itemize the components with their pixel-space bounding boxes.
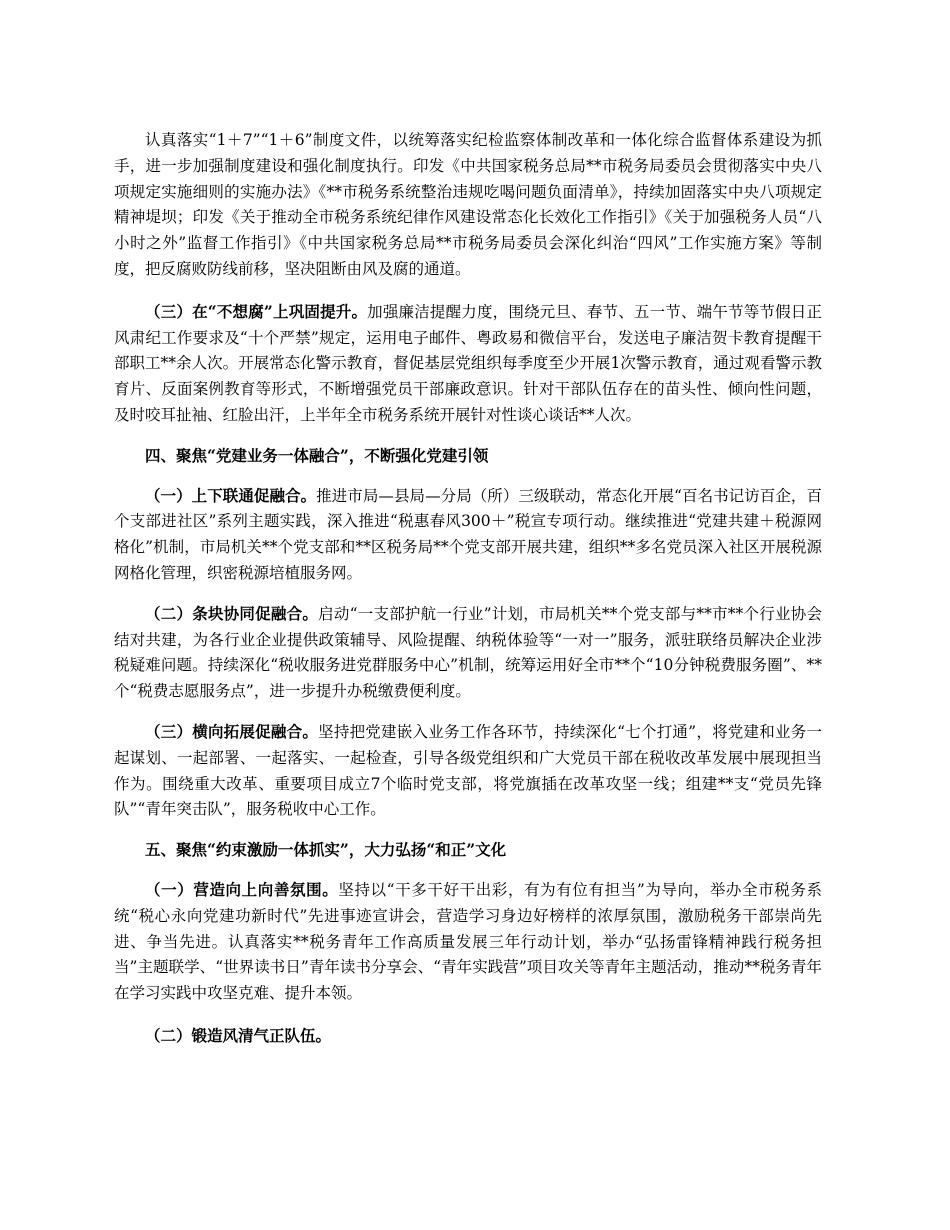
paragraph-text: 加强廉洁提醒力度，围绕元旦、春节、五一节、端午节等节假日正风肃纪工作要求及“十个严禁”规定，运用电子邮件、粤政易和微信平台，发送电子廉洁贺卡教育提醒干部职工**余人次。开展常态化警示教育，督促基层党组织每季度至少开展1次警示教育，通过观看警示教育片、反面案例教育等形式，不断增强党员干部廉政意识。针对干部队伍存在的苗头性、倾向性问题，及时咬耳扯袖、红脸出汗，上半年全市税务系统开展针对性谈心谈话**人次。 [114,302,822,424]
paragraph-text: 坚持把党建嵌入业务工作各环节，持续深化“七个打通”，将党建和业务一起谋划、一起部署、一起落实、一起检查，引导各级党组织和广大党员干部在税收改革发展中展现担当作为。围绕重大改革、重要项目成立7个临时党支部，将党旗插在改革攻坚一线；组建**支“党员先锋队”“青年突击队”，服务税收中心工作。 [114,722,822,819]
section-heading-4: 四、聚焦“党建业务一体融合”，不断强化党建引领 [145,445,489,465]
paragraph-lead: （二）条块协同促融合。 [145,603,319,623]
paragraph-text: 启动“一支部护航一行业”计划，市局机关**个党支部与**市**个行业协会结对共建，为各行业企业提供政策辅导、风险提醒、纳税体验等“一对一”服务，派驻联络员解决企业涉税疑难问题。持续深化“税收服务进党群服务中心”机制，统筹运用好全市**个“10分钟税费服务圈”、**个“税费志愿服务点”，进一步提升办税缴费便利度。 [114,604,822,701]
paragraph-institution-building: 认真落实“1＋7”“1＋6”制度文件，以统筹落实纪检监察体制改革和一体化综合监督体系建设为抓手，进一步加强制度建设和强化制度执行。印发《中共国家税务总局**市税务局委员会贯彻落实中央八项规定实施细则的实施办法》《**市税务系统整治违规吃喝问题负面清单》，持续加固落实中央八项规定精神堤坝；印发《关于推动全市税务系统纪律作风建设常态化长效化工作指引》《关于加强税务人员“八小时之外”监督工作指引》《中共国家税务总局**市税务局委员会深化纠治“四风”工作实施方案》等制度，把反腐败防线前移，坚决阻断由风及腐的通道。 [114,131,822,278]
paragraph-text: 坚持以“干多干好干出彩，有为有位有担当”为导向，举办全市税务系统“税心永向党建功新时代”先进事迹宣讲会，营造学习身边好榜样的浓厚氛围，激励税务干部崇尚先进、争当先进。认真落实**税务青年工作高质量发展三年行动计划，举办“弘扬雷锋精神践行税务担当”主题联学、“世界读书日”青年读书分享会、“青年实践营”项目攻关等青年主题活动，推动**税务青年在学习实践中攻坚克难、提升本领。 [114,880,822,1003]
paragraph-lead: （一）营造向上向善氛围。 [145,879,339,899]
paragraph-lead: （二）锻造风清气正队伍。 [145,1025,332,1045]
section-heading-5: 五、聚焦“约束激励一体抓实”，大力弘扬“和正”文化 [145,840,507,860]
paragraph-horizontal-expansion [114,719,822,823]
paragraph-sector-coordination [114,601,822,705]
paragraph-text: 推进市局—县局—分局（所）三级联动，常态化开展“百名书记访百企，百个支部进社区”系列主题实践，深入推进“税惠春风300＋”税宣专项行动。继续推进“党建共建＋税源网格化”机制，市局机关**个党支部和**区税务局**个党支部开展共建，组织**多名党员深入社区开展税源网格化管理，织密税源培植服务网。 [114,486,822,582]
paragraph-lead: （一）上下联通促融合。 [145,485,317,505]
paragraph-positive-atmosphere [114,877,822,1007]
paragraph-not-want-corrupt [114,299,822,429]
paragraph-clean-team [114,1023,822,1050]
paragraph-lead: （三）横向拓展促融合。 [145,721,319,741]
paragraph-vertical-integration [114,483,822,587]
paragraph-lead: （三）在“不想腐”上巩固提升。 [145,301,368,321]
document-body [114,128,822,1050]
